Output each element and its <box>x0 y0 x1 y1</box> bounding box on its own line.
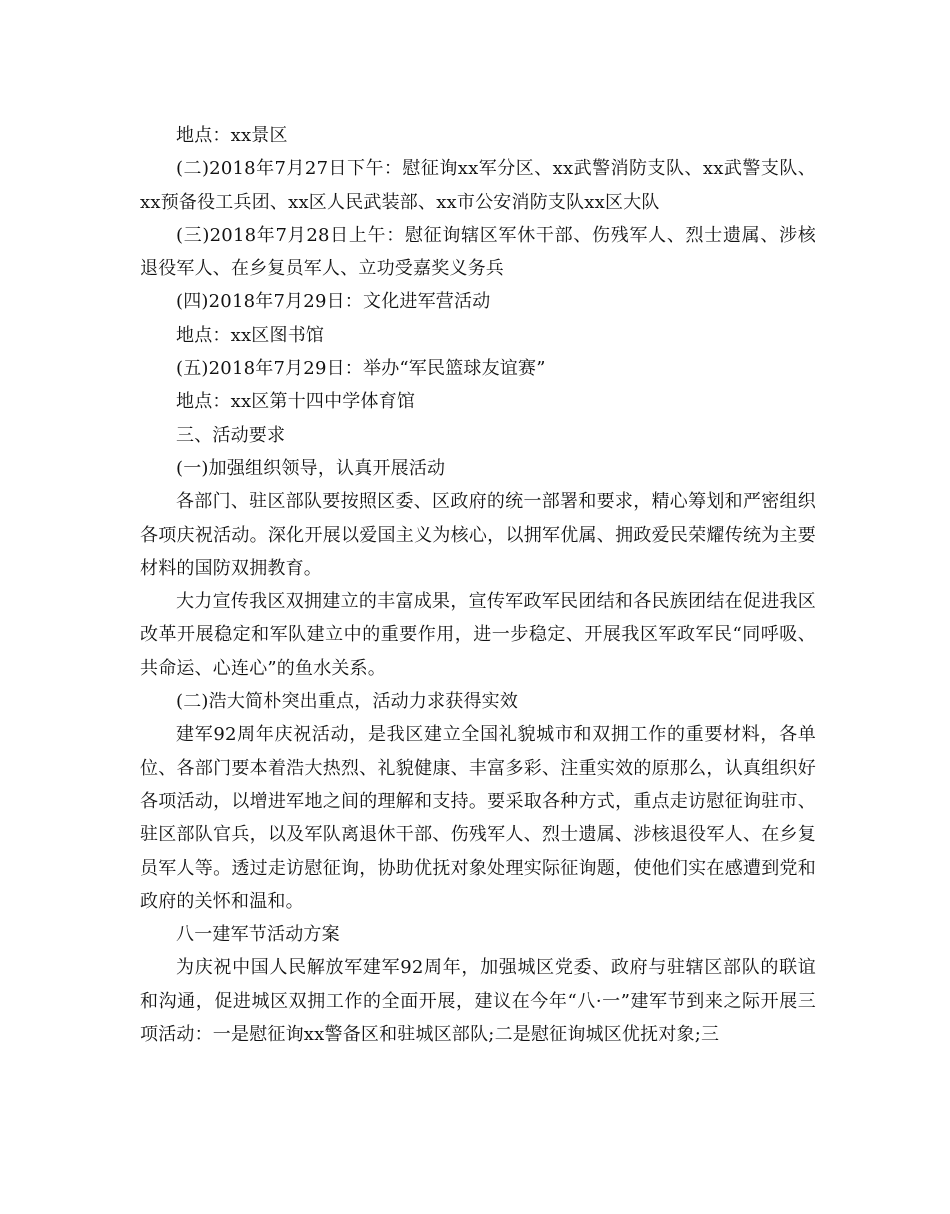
subheading-leadership: (一)加强组织领导，认真开展活动 <box>176 457 446 479</box>
paragraph-item-2: (二)2018年7月27日下午：慰征询xx军分区、xx武警消防支队、xx武警支队、xx预备役工兵团、xx区人民武装部、xx市公安消防支队xx区大队 <box>140 158 816 213</box>
paragraph-item-5: (五)2018年7月29日：举办“军民篮球友谊赛” <box>176 358 546 380</box>
subheading-key-points: (二)浩大简朴突出重点，活动力求获得实效 <box>176 691 519 713</box>
heading-plan-title: 八一建军节活动方案 <box>176 924 340 946</box>
paragraph-departments: 各部门、驻区部队要按照区委、区政府的统一部署和要求，精心筹划和严密组织各项庆祝活动。深化开展以爱国主义为核心，以拥军优属、拥政爱民荣耀传统为主要材料的国防双拥教育。 <box>140 491 816 579</box>
section-heading-requirements: 三、活动要求 <box>176 424 286 446</box>
paragraph-item-4: (四)2018年7月29日：文化进军营活动 <box>176 291 491 313</box>
paragraph-plan-intro: 为庆祝中国人民解放军建军92周年，加强城区党委、政府与驻辖区部队的联谊和沟通，促进城区双拥工作的全面开展，建议在今年“八·一”建军节到来之际开展三项活动：一是慰征询xx警备区和驻城区部队;二是慰征询城区优抚对象;三 <box>140 957 816 1046</box>
paragraph-location-gym: 地点：xx区第十四中学体育馆 <box>176 391 416 413</box>
paragraph-anniversary: 建军92周年庆祝活动，是我区建立全国礼貌城市和双拥工作的重要材料，各单位、各部门要本着浩大热烈、礼貌健康、丰富多彩、注重实效的原那么，认真组织好各项活动，以增进军地之间的理解和支持。要采取各种方式，重点走访慰征询驻市、驻区部队官兵，以及军队离退休干部、伤残军人、烈士遗属、涉核退役军人、在乡复员军人等。透过走访慰征询，协助优抚对象处理实际征询题，使他们实在感遭到党和政府的关怀和温和。 <box>140 724 816 912</box>
paragraph-publicity: 大力宣传我区双拥建立的丰富成果，宣传军政军民团结和各民族团结在促进我区改革开展稳定和军队建立中的重要作用，进一步稳定、开展我区军政军民“同呼吸、共命运、心连心”的鱼水关系。 <box>140 591 816 679</box>
paragraph-item-3: (三)2018年7月28日上午：慰征询辖区军休干部、伤残军人、烈士遗属、涉核退役军人、在乡复员军人、立功受嘉奖义务兵 <box>140 224 816 280</box>
paragraph-location-scenic: 地点：xx景区 <box>176 125 288 146</box>
document-body <box>140 119 816 1051</box>
paragraph-location-library: 地点：xx区图书馆 <box>176 324 325 346</box>
